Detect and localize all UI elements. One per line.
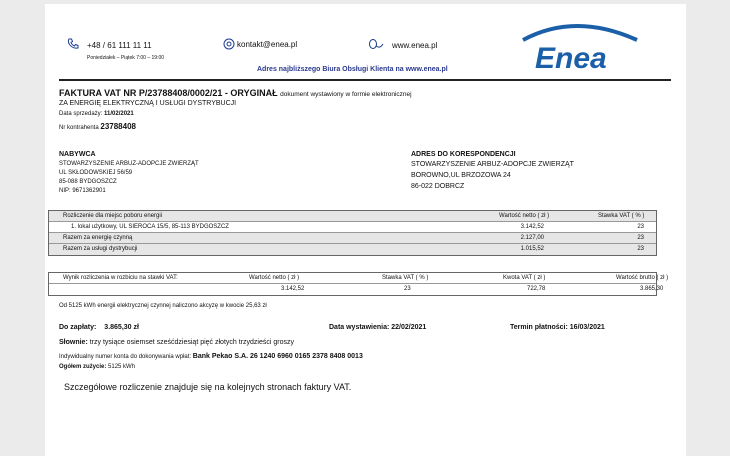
table-cell: 23 [637, 235, 644, 241]
table-cell: 3.142,52 [520, 224, 544, 230]
correspondence-street: BOROWNO,UL BRZOZOWA 24 [411, 172, 511, 179]
enea-logo [515, 18, 645, 73]
usage-value: 5125 kWh [108, 364, 136, 370]
table-cell: 1. lokal użytkowy, UL SIEROCA 15/5, 85-113 BYDGOSZCZ [71, 224, 229, 230]
table-cell: 3.142,52 [281, 286, 305, 292]
table-header-cell: Wynik rozliczenia w rozbiciu na stawki VAT: [63, 275, 178, 281]
table-header-row [49, 211, 656, 222]
issue-date-row [329, 324, 426, 331]
buyer-city: 85-088 BYDGOSZCZ [59, 179, 117, 185]
buyer-street: UL SKŁODOWSKIEJ 56/59 [59, 170, 133, 176]
phone-icon [67, 38, 79, 50]
table-header-cell: Wartość brutto ( zł ) [616, 275, 669, 281]
sale-date: 11/02/2021 [104, 111, 134, 117]
issue-date-label: Data wystawienia: [329, 324, 390, 331]
invoice-page [45, 4, 686, 456]
usage-label: Ogółem zużycie: [59, 364, 107, 370]
logo-text: Enea [535, 42, 607, 73]
amount-in-words-row [59, 339, 294, 346]
amount-in-words: trzy tysiące osiemset sześćdziesiąt pięć złotych trzydzieści groszy [89, 339, 294, 346]
mouse-icon [368, 38, 384, 50]
buyer-heading: NABYWCA [59, 151, 96, 158]
amount-due-label: Do zapłaty: [59, 324, 97, 331]
header-divider [59, 79, 671, 81]
table-cell: Razem za usługi dystrybucji [63, 246, 138, 252]
table-cell: 23 [404, 286, 411, 292]
invoice-subtitle: ZA ENERGIĘ ELEKTRYCZNĄ I USŁUGI DYSTRYBUCJI [59, 100, 237, 107]
correspondence-name: STOWARZYSZENIE ARBUZ-ADOPCJE ZWIERZĄT [411, 161, 574, 168]
table-row [49, 233, 656, 244]
correspondence-city: 86-022 DOBRCZ [411, 183, 465, 190]
excise-note: Od 5125 kWh energii elektrycznej czynnej naliczono akcyzę w kwocie 25,63 zł [59, 303, 267, 309]
table-header-cell: Kwota VAT ( zł ) [503, 275, 546, 281]
bank-account-row [59, 353, 363, 360]
issue-date: 22/02/2021 [391, 324, 427, 331]
payment-term-date: 16/03/2021 [569, 324, 605, 331]
bank-account-number[interactable]: Bank Pekao S.A. 26 1240 6960 0165 2378 8408 0013 [192, 353, 363, 360]
table-header-cell: Rozliczenie dla miejsc poboru energii [63, 213, 163, 219]
invoice-title: FAKTURA VAT NR P/23788408/0002/21 - ORYGINAŁ [59, 88, 278, 98]
buyer-nip: NIP: 9671362901 [59, 188, 106, 194]
table-cell: 2.127,00 [520, 235, 544, 241]
contractor-label: Nr kontrahenta [59, 125, 99, 131]
payment-term-label: Termin płatności: [510, 324, 568, 331]
phone-number[interactable]: +48 / 61 111 11 11 [87, 41, 152, 50]
table-cell: 722,78 [527, 286, 546, 292]
table-row [49, 284, 664, 295]
table-header-cell: Wartość netto ( zł ) [249, 275, 300, 281]
table-header-cell: Wartość netto ( zł ) [499, 213, 550, 219]
table-header-cell: Stawka VAT ( % ) [598, 213, 645, 219]
contractor-row [59, 122, 136, 131]
amount-in-words-label: Słownie: [59, 339, 88, 346]
office-hours: Poniedziałek – Piątek 7:00 – 19:00 [87, 55, 164, 61]
table-cell: 23 [637, 224, 644, 230]
office-locator-line[interactable]: Adres najbliższego Biura Obsługi Klienta na www.enea.pl [257, 66, 448, 73]
invoice-title-note: dokument wystawiony w formie elektronicznej [280, 91, 412, 98]
bank-account-label: Indywidualny numer konta do dokonywania wpłat: [59, 354, 192, 360]
at-icon [223, 38, 235, 50]
sale-date-label: Data sprzedaży: [59, 111, 103, 117]
settlement-table [48, 210, 657, 256]
usage-row [59, 364, 135, 370]
website-link[interactable]: www.enea.pl [392, 41, 438, 50]
correspondence-heading: ADRES DO KORESPONDENCJI [411, 151, 516, 158]
table-cell: 3.865,30 [640, 286, 664, 292]
email-link[interactable]: kontakt@enea.pl [237, 40, 298, 49]
invoice-title-row [59, 88, 412, 98]
table-row [49, 244, 656, 255]
contractor-number: 23788408 [100, 122, 136, 131]
vat-summary-table [48, 272, 669, 296]
table-header-row [49, 273, 669, 284]
payment-term-row [510, 324, 605, 331]
table-cell: Razem za energię czynną [63, 235, 133, 241]
table-header-cell: Stawka VAT ( % ) [382, 275, 429, 281]
amount-due-row [59, 324, 139, 331]
amount-due: 3.865,30 zł [104, 324, 139, 331]
sale-date-row [59, 111, 134, 117]
footer-note: Szczegółowe rozliczenie znajduje się na kolejnych stronach faktury VAT. [64, 382, 352, 392]
table-row [49, 222, 656, 233]
buyer-name: STOWARZYSZENIE ARBUZ-ADOPCJE ZWIERZĄT [59, 161, 199, 167]
table-cell: 1.015,52 [520, 246, 544, 252]
table-cell: 23 [637, 246, 644, 252]
